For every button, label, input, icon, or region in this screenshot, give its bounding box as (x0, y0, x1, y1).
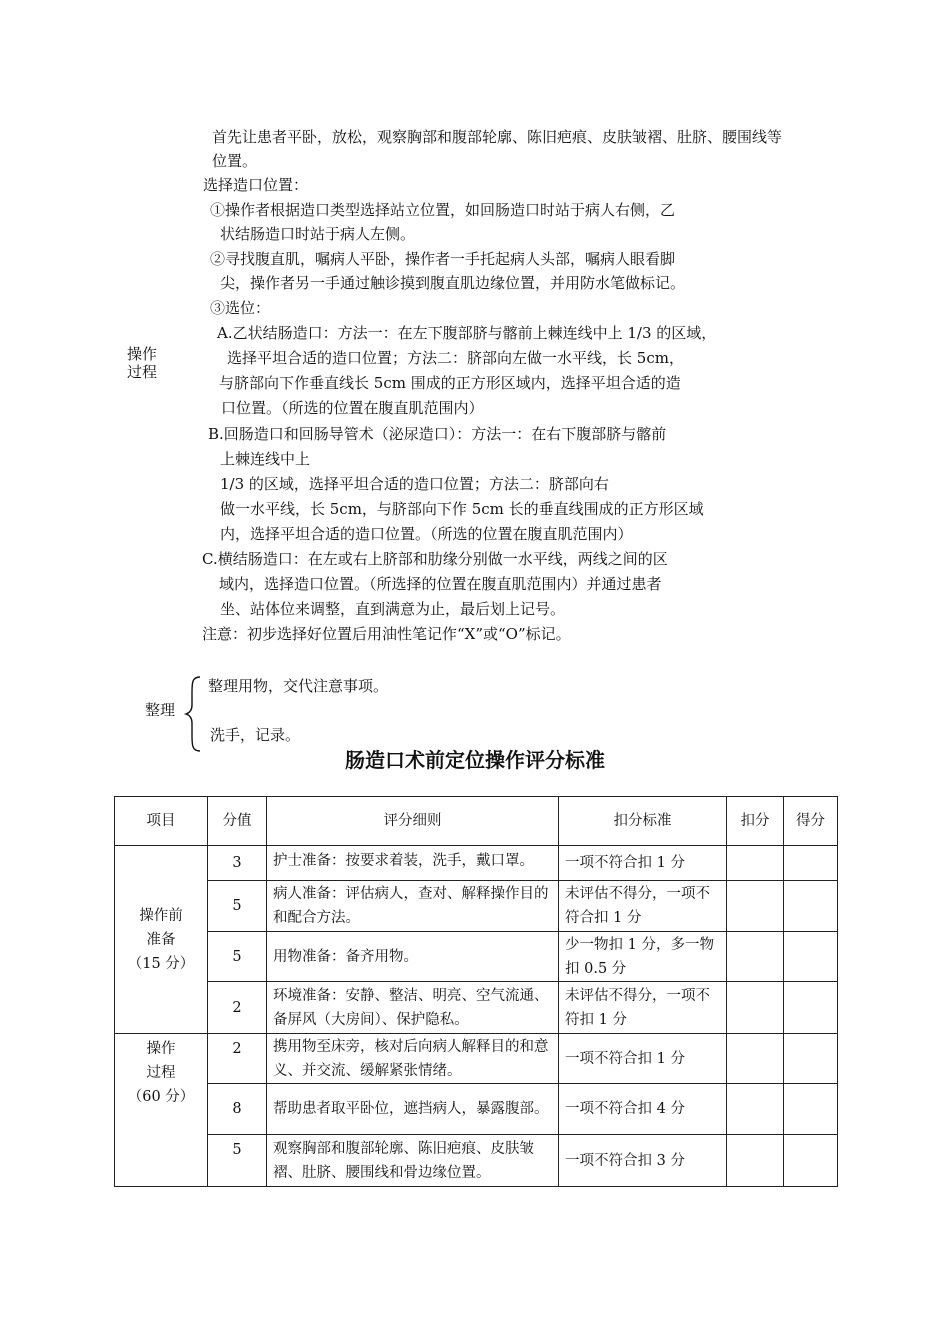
deduct-cell[interactable] (727, 846, 784, 881)
group-label-line: 操作前 (139, 907, 183, 924)
process-line: 尖，操作者另一手通过触诊摸到腹直肌边缘位置，并用防水笔做标记。 (220, 274, 686, 292)
detail-cell: 护士准备：按要求着装，洗手，戴口罩。 (267, 846, 559, 881)
score-cell: 5 (208, 1135, 267, 1187)
got-cell[interactable] (784, 881, 838, 932)
score-cell: 5 (208, 881, 267, 932)
score-cell: 3 (208, 846, 267, 881)
process-line: ②寻找腹直肌，嘱病人平卧，操作者一手托起病人头部，嘱病人眼看脚 (210, 250, 676, 268)
score-cell: 2 (208, 982, 267, 1034)
deduct-standard-cell: 未评估不得分，一项不符合扣 1 分 (559, 881, 727, 932)
header-detail: 评分细则 (267, 797, 559, 846)
got-cell[interactable] (784, 846, 838, 881)
process-line: ①操作者根据造口类型选择站立位置，如回肠造口时站于病人右侧，乙 (210, 201, 676, 219)
scoring-table (114, 796, 838, 1187)
got-cell[interactable] (784, 1135, 838, 1187)
deduct-cell[interactable] (727, 1034, 784, 1084)
tidy-item: 洗手，记录。 (210, 726, 301, 744)
table-row (115, 1034, 838, 1084)
process-line: 上棘连线中上 (220, 450, 311, 468)
detail-cell: 帮助患者取平卧位，遮挡病人，暴露腹部。 (267, 1084, 559, 1135)
tidy-label: 整理 (145, 701, 176, 719)
deduct-standard-cell: 一项不符合扣 4 分 (559, 1084, 727, 1135)
group-label-line: 操作 (146, 1041, 176, 1057)
got-cell[interactable] (784, 932, 838, 982)
table-header-row (115, 797, 838, 846)
detail-cell: 病人准备：评估病人，查对、解释操作目的和配合方法。 (267, 881, 559, 932)
header-item: 项目 (115, 797, 208, 846)
process-line: 1/3 的区域，选择平坦合适的造口位置；方法二：脐部向右 (220, 475, 609, 493)
process-line: ③选位： (210, 299, 271, 317)
group-label-process (115, 1034, 208, 1187)
deduct-standard-cell: 一项不符合扣 3 分 (559, 1135, 727, 1187)
table-row (115, 932, 838, 982)
process-line: 位置。 (212, 152, 258, 170)
tidy-item: 整理用物，交代注意事项。 (208, 677, 389, 695)
process-line: 内，选择平坦合适的造口位置。（所选的位置在腹直肌范围内） (220, 525, 633, 543)
score-cell: 2 (208, 1034, 267, 1084)
process-line: 状结肠造口时站于病人左侧。 (220, 225, 416, 243)
table-title: 肠造口术前定位操作评分标准 (345, 748, 605, 772)
deduct-cell[interactable] (727, 1135, 784, 1187)
detail-cell: 用物准备：备齐用物。 (267, 932, 559, 982)
process-line: 注意：初步选择好位置后用油性笔记作“X”或“O”标记。 (202, 625, 571, 643)
process-line: 首先让患者平卧，放松，观察胸部和腹部轮廓、陈旧疤痕、皮肤皱褶、肚脐、腰围线等 (212, 128, 783, 146)
table-row (115, 846, 838, 881)
process-side-label (127, 345, 157, 381)
table-row (115, 1084, 838, 1135)
process-line: 选择平坦合适的造口位置；方法二：脐部向左做一水平线，长 5cm， (227, 349, 684, 367)
score-cell: 8 (208, 1084, 267, 1135)
group-label-line: 准备 (146, 931, 176, 948)
detail-cell: 携用物至床旁，核对后向病人解释目的和意义、并交流、缓解紧张情绪。 (267, 1034, 559, 1084)
detail-cell: 环境准备：安静、整洁、明亮、空气流通、备屏风（大房间）、保护隐私。 (267, 982, 559, 1034)
process-line: 选择造口位置： (203, 176, 309, 194)
group-label-line: 过程 (146, 1065, 176, 1081)
curly-brace-icon (184, 675, 204, 753)
header-deduct: 扣分 (727, 797, 784, 846)
process-side-label-line: 过程 (127, 363, 158, 381)
got-cell[interactable] (784, 1084, 838, 1135)
detail-cell: 观察胸部和腹部轮廓、陈旧疤痕、皮肤皱褶、肚脐、腰围线和骨边缘位置。 (267, 1135, 559, 1187)
deduct-cell[interactable] (727, 881, 784, 932)
deduct-cell[interactable] (727, 982, 784, 1034)
table-row (115, 1135, 838, 1187)
deduct-standard-cell: 一项不符合扣 1 分 (559, 846, 727, 881)
process-side-label-line: 操作 (127, 345, 158, 363)
process-line: A.乙状结肠造口：方法一：在左下腹部脐与髂前上棘连线中上 1/3 的区域， (217, 324, 717, 342)
got-cell[interactable] (784, 1034, 838, 1084)
deduct-cell[interactable] (727, 932, 784, 982)
process-line: 与脐部向下作垂直线长 5cm 围成的正方形区域内，选择平坦合适的造 (219, 374, 681, 392)
process-line: C.横结肠造口：在左或右上脐部和肋缘分别做一水平线，两线之间的区 (202, 550, 668, 568)
header-score: 分值 (208, 797, 267, 846)
group-label-prep (115, 846, 208, 1034)
score-cell: 5 (208, 932, 267, 982)
process-line: 坐、站体位来调整，直到满意为止，最后划上记号。 (220, 600, 566, 618)
deduct-standard-cell: 未评估不得分，一项不符扣 1 分 (559, 982, 727, 1034)
table-row (115, 881, 838, 932)
header-deduct-standard: 扣分标准 (559, 797, 727, 846)
group-label-line: （60 分） (127, 1089, 195, 1105)
deduct-cell[interactable] (727, 1084, 784, 1135)
process-line: 口位置。（所选的位置在腹直肌范围内） (221, 399, 484, 417)
header-got: 得分 (784, 797, 838, 846)
process-line: B.回肠造口和回肠导管术（泌尿造口）：方法一：在右下腹部脐与髂前 (208, 425, 667, 443)
group-label-line: （15 分） (127, 955, 195, 972)
deduct-standard-cell: 少一物扣 1 分，多一物扣 0.5 分 (559, 932, 727, 982)
process-line: 域内，选择造口位置。（所选择的位置在腹直肌范围内）并通过患者 (219, 575, 662, 593)
process-line: 做一水平线，长 5cm，与脐部向下作 5cm 长的垂直线围成的正方形区域 (220, 500, 704, 518)
got-cell[interactable] (784, 982, 838, 1034)
table-row (115, 982, 838, 1034)
deduct-standard-cell: 一项不符合扣 1 分 (559, 1034, 727, 1084)
